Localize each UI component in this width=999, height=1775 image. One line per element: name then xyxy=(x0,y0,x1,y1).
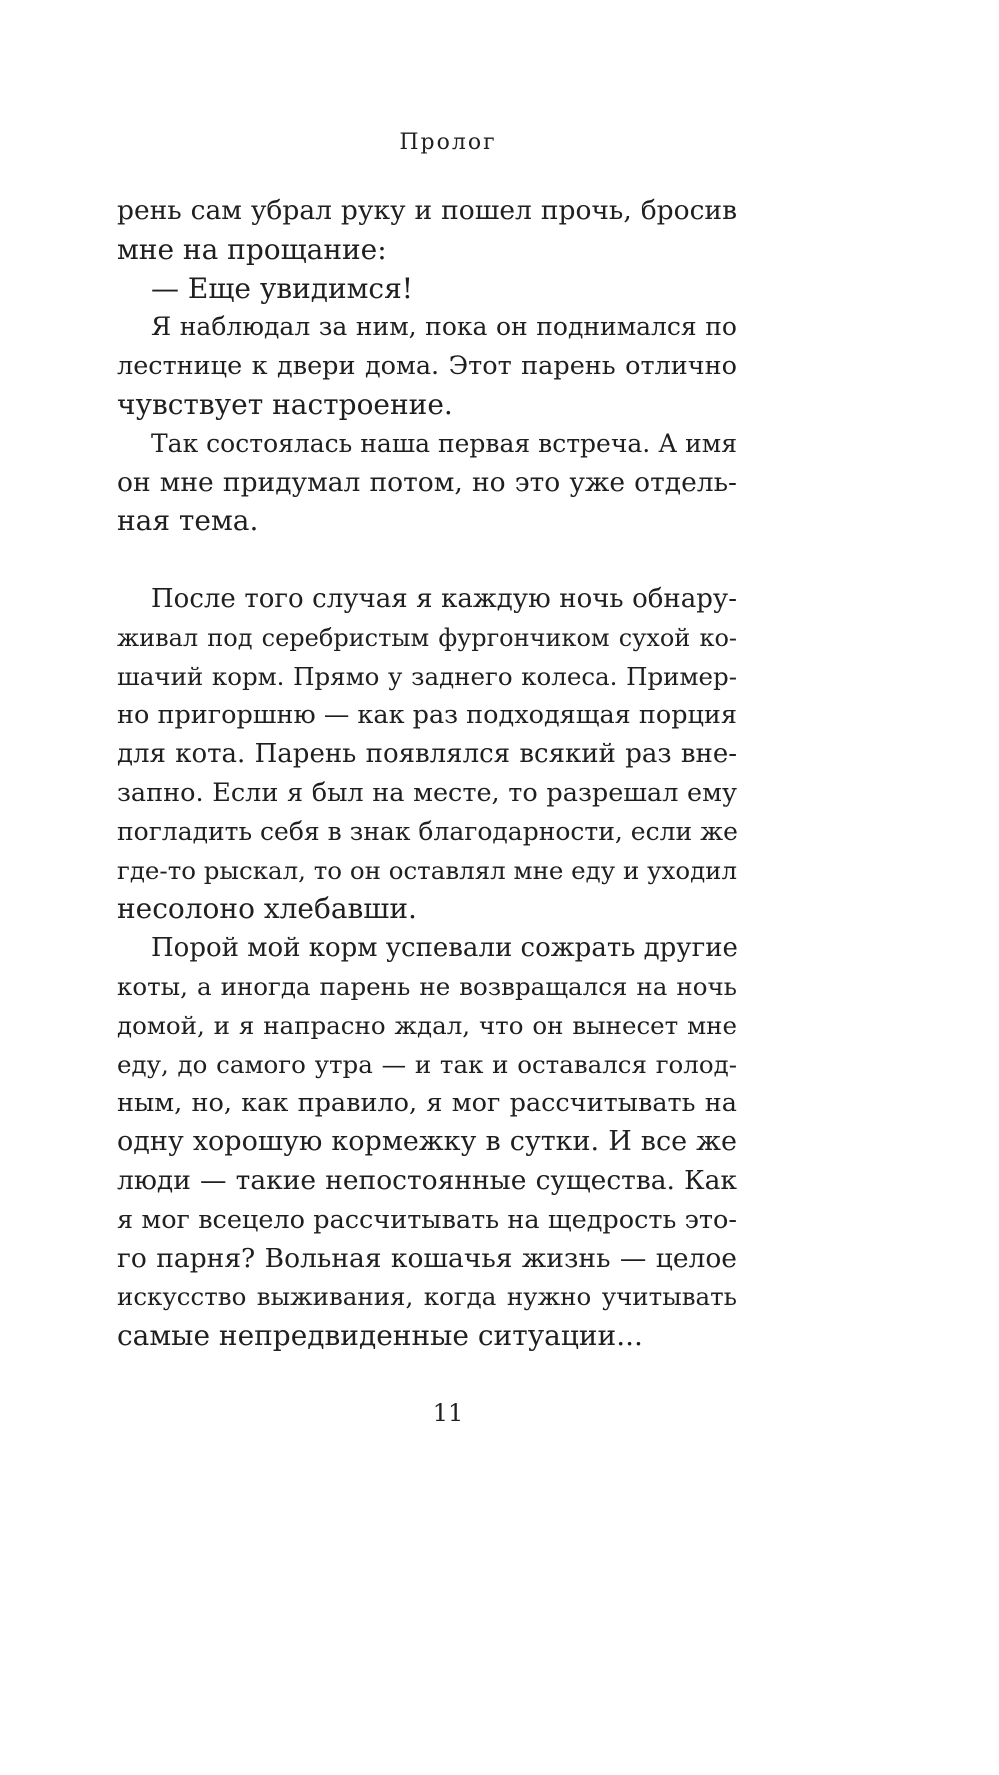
text-line: запно. Если я был на месте, то разрешал ему xyxy=(117,777,737,808)
text-line: ным, но, как правило, я мог рассчитывать на xyxy=(117,1088,737,1119)
section-break xyxy=(117,541,737,580)
text-line: самые непредвиденные ситуации... xyxy=(117,1319,643,1353)
text-line: люди — такие непостоянные существа. Как xyxy=(117,1164,737,1196)
paragraph xyxy=(117,425,737,541)
text-line: рень сам убрал руку и пошел прочь, бросив xyxy=(117,195,737,226)
text-line: одну хорошую кормежку в сутки. И все же xyxy=(117,1126,737,1158)
paragraph xyxy=(117,192,737,270)
paragraph xyxy=(117,929,737,1356)
page-number: 11 xyxy=(432,1399,464,1427)
text-line: коты, а иногда парень не возвращался на ночь xyxy=(117,971,737,1001)
body-text xyxy=(117,192,737,1356)
text-line: несолоно хлебавши. xyxy=(117,892,417,926)
text-line: Я наблюдал за ним, пока он поднимался по xyxy=(151,312,737,342)
text-line: где-то рыскал, то он оставлял мне еду и уходил xyxy=(117,855,738,885)
running-head: Пролог xyxy=(399,130,497,155)
text-line: домой, и я напрасно ждал, что он вынесет мне xyxy=(117,1010,737,1040)
text-line: чувствует настроение. xyxy=(117,387,453,421)
text-line: шачий корм. Прямо у заднего колеса. Пример- xyxy=(117,661,737,691)
paragraph xyxy=(117,308,737,424)
text-line: Так состоялась наша первая встреча. А имя xyxy=(151,428,737,458)
text-line: погладить себя в знак благодарности, если же xyxy=(117,816,738,846)
paragraph xyxy=(117,270,737,309)
text-line: я мог всецело рассчитывать на щедрость это- xyxy=(117,1204,737,1235)
text-line: ная тема. xyxy=(117,504,259,538)
text-line: лестнице к двери дома. Этот парень отлично xyxy=(117,351,737,382)
text-line: но пригоршню — как раз подходящая порция xyxy=(117,700,737,731)
text-line: го парня? Вольная кошачья жизнь — целое xyxy=(117,1242,737,1274)
text-line: мне на прощание: xyxy=(117,232,387,266)
text-line: живал под серебристым фургончиком сухой ко- xyxy=(117,623,737,652)
text-line: для кота. Парень появлялся всякий раз вне- xyxy=(117,739,737,770)
text-line: еду, до самого утра — и так и оставался голод- xyxy=(117,1049,737,1079)
paragraph xyxy=(117,580,737,929)
dialogue-line: — Еще увидимся! xyxy=(151,271,414,305)
text-line: он мне придумал потом, но это уже отдель- xyxy=(117,466,737,498)
text-line: После того случая я каждую ночь обнару- xyxy=(151,583,737,614)
text-line: искусство выживания, когда нужно учитывать xyxy=(117,1282,737,1312)
text-line: Порой мой корм успевали сожрать другие xyxy=(151,933,738,964)
